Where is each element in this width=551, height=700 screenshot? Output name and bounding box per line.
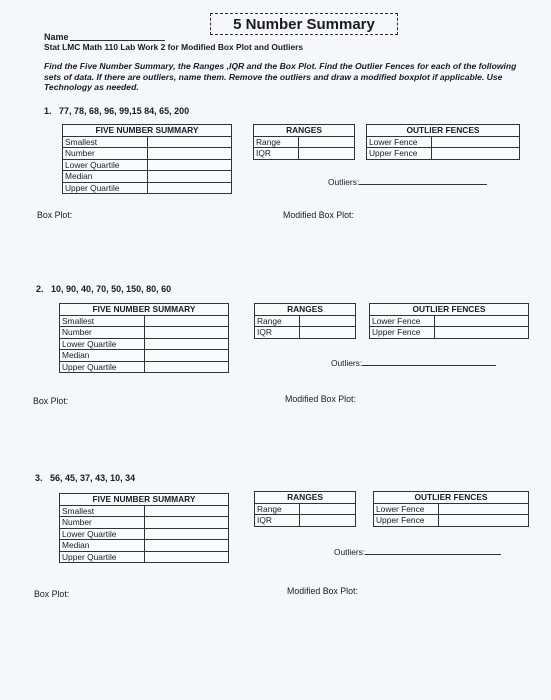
table-row: Smallest bbox=[60, 505, 229, 517]
table-row: Range bbox=[255, 315, 356, 327]
table-row: Lower Quartile bbox=[60, 528, 229, 540]
outlier-fences-table bbox=[373, 491, 529, 527]
answer-cell[interactable] bbox=[148, 136, 232, 148]
outliers-field: Outliers: bbox=[328, 176, 487, 187]
answer-cell[interactable] bbox=[145, 327, 229, 339]
answer-cell[interactable] bbox=[145, 505, 229, 517]
answer-cell[interactable] bbox=[300, 327, 356, 339]
answer-cell[interactable] bbox=[432, 148, 520, 160]
table-row: Upper Fence bbox=[367, 148, 520, 160]
ranges-table bbox=[254, 303, 356, 339]
table-row: Number bbox=[60, 327, 229, 339]
box-plot-label: Box Plot: bbox=[37, 210, 73, 220]
answer-cell[interactable] bbox=[300, 515, 356, 527]
table-row: Range bbox=[254, 136, 355, 148]
answer-cell[interactable] bbox=[299, 136, 355, 148]
modified-box-plot-label: Modified Box Plot: bbox=[285, 394, 356, 404]
problem-data: 56, 45, 37, 43, 10, 34 bbox=[50, 473, 136, 483]
five-number-summary-table bbox=[59, 493, 229, 563]
instructions: Find the Five Number Summary, the Ranges ,IQR and the Box Plot. Find the Outlier Fences for each of the following sets of data. If there are outliers, name them. Remove the outliers and draw a modified boxplot if applicable. Use Technology as needed. bbox=[44, 61, 517, 92]
ranges-table bbox=[253, 124, 355, 160]
answer-cell[interactable] bbox=[148, 159, 232, 171]
table-row: Lower Fence bbox=[367, 136, 520, 148]
table-row: Upper Quartile bbox=[60, 361, 229, 373]
ranges-table bbox=[254, 491, 356, 527]
table-header: OUTLIER FENCES bbox=[367, 125, 520, 137]
answer-cell[interactable] bbox=[145, 361, 229, 373]
problem-2 bbox=[36, 284, 171, 294]
outliers-line[interactable] bbox=[362, 357, 496, 366]
problem-number: 2. bbox=[36, 284, 44, 294]
problem-number: 3. bbox=[35, 473, 43, 483]
outliers-line[interactable] bbox=[359, 176, 487, 185]
table-row: Upper Quartile bbox=[63, 182, 232, 194]
answer-cell[interactable] bbox=[145, 551, 229, 563]
answer-cell[interactable] bbox=[145, 315, 229, 327]
answer-cell[interactable] bbox=[435, 315, 529, 327]
answer-cell[interactable] bbox=[432, 136, 520, 148]
table-header: RANGES bbox=[255, 304, 356, 316]
outlier-fences-table bbox=[369, 303, 529, 339]
answer-cell[interactable] bbox=[148, 148, 232, 160]
box-plot-label: Box Plot: bbox=[33, 396, 69, 406]
problem-data: 77, 78, 68, 96, 99,15 84, 65, 200 bbox=[59, 106, 190, 116]
table-row: Range bbox=[255, 503, 356, 515]
table-row: Lower Fence bbox=[370, 315, 529, 327]
problem-3 bbox=[35, 473, 135, 483]
answer-cell[interactable] bbox=[148, 182, 232, 194]
outliers-field: Outliers: bbox=[334, 546, 501, 557]
five-number-summary-table bbox=[62, 124, 232, 194]
modified-box-plot-label: Modified Box Plot: bbox=[287, 586, 358, 596]
outliers-field: Outliers: bbox=[331, 357, 496, 368]
table-header: OUTLIER FENCES bbox=[370, 304, 529, 316]
table-row: Lower Fence bbox=[374, 503, 529, 515]
answer-cell[interactable] bbox=[145, 517, 229, 529]
answer-cell[interactable] bbox=[435, 327, 529, 339]
five-number-summary-table bbox=[59, 303, 229, 373]
table-header: FIVE NUMBER SUMMARY bbox=[63, 125, 232, 137]
modified-box-plot-label: Modified Box Plot: bbox=[283, 210, 354, 220]
answer-cell[interactable] bbox=[145, 350, 229, 362]
table-row: IQR bbox=[255, 327, 356, 339]
answer-cell[interactable] bbox=[145, 528, 229, 540]
table-row: Lower Quartile bbox=[63, 159, 232, 171]
table-header: FIVE NUMBER SUMMARY bbox=[60, 304, 229, 316]
table-row: Median bbox=[63, 171, 232, 183]
problem-data: 10, 90, 40, 70, 50, 150, 80, 60 bbox=[51, 284, 172, 294]
table-row: Smallest bbox=[63, 136, 232, 148]
table-row: Median bbox=[60, 350, 229, 362]
table-header: FIVE NUMBER SUMMARY bbox=[60, 494, 229, 506]
table-header: RANGES bbox=[255, 492, 356, 504]
name-line[interactable] bbox=[70, 40, 165, 41]
table-row: IQR bbox=[254, 148, 355, 160]
answer-cell[interactable] bbox=[439, 515, 529, 527]
table-row: Upper Fence bbox=[370, 327, 529, 339]
answer-cell[interactable] bbox=[145, 540, 229, 552]
page-title: 5 Number Summary bbox=[210, 13, 398, 35]
table-header: RANGES bbox=[254, 125, 355, 137]
answer-cell[interactable] bbox=[299, 148, 355, 160]
name-label: Name bbox=[44, 32, 69, 42]
table-header: OUTLIER FENCES bbox=[374, 492, 529, 504]
answer-cell[interactable] bbox=[439, 503, 529, 515]
table-row: IQR bbox=[255, 515, 356, 527]
answer-cell[interactable] bbox=[300, 315, 356, 327]
table-row: Median bbox=[60, 540, 229, 552]
problem-1 bbox=[44, 106, 189, 116]
table-row: Smallest bbox=[60, 315, 229, 327]
table-row: Upper Quartile bbox=[60, 551, 229, 563]
answer-cell[interactable] bbox=[148, 171, 232, 183]
subtitle: Stat LMC Math 110 Lab Work 2 for Modified Box Plot and Outliers bbox=[44, 42, 304, 52]
table-row: Number bbox=[60, 517, 229, 529]
answer-cell[interactable] bbox=[300, 503, 356, 515]
table-row: Lower Quartile bbox=[60, 338, 229, 350]
outliers-line[interactable] bbox=[365, 546, 501, 555]
box-plot-label: Box Plot: bbox=[34, 589, 70, 599]
outlier-fences-table bbox=[366, 124, 520, 160]
table-row: Number bbox=[63, 148, 232, 160]
table-row: Upper Fence bbox=[374, 515, 529, 527]
problem-number: 1. bbox=[44, 106, 52, 116]
answer-cell[interactable] bbox=[145, 338, 229, 350]
